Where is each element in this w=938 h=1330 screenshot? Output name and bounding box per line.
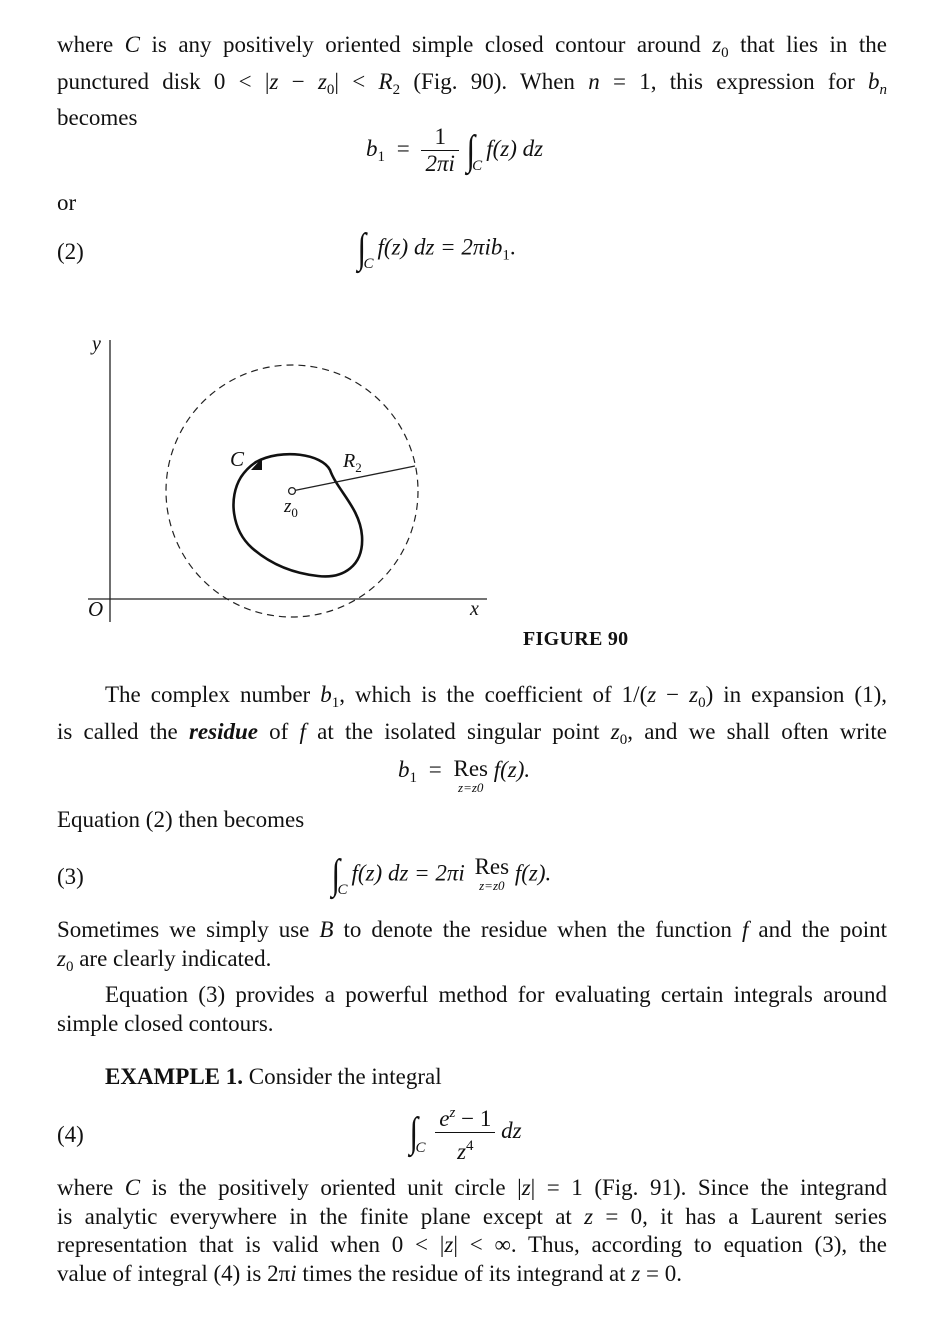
equation-3: $\int_Cf(z)$ dz = 2πi Res z=z0 f(z). (331, 852, 552, 899)
x-axis-label: x (470, 598, 479, 620)
equation-number-4: (4) (57, 1122, 84, 1147)
eq3-para-line-2: simple closed contours. (57, 1010, 274, 1036)
origin-label: O (88, 597, 104, 621)
final-paragraph (57, 1174, 887, 1288)
figure-caption: FIGURE 90 (523, 628, 629, 650)
sometimes-line-2: $z_0$ are clearly indicated. (57, 945, 272, 975)
fraction-1-over-2pi-i: $\frac{1}{2\pi i}$ (421, 124, 458, 177)
point-z0-marker (289, 488, 296, 495)
equation-2: $\int_Cf(z)$ dz = 2πib$_1$. (357, 226, 516, 273)
final-line-1: where C is the positively oriented unit circle |z| = 1 (Fig. 91). Since the integrand (57, 1175, 887, 1200)
example-1-heading: EXAMPLE 1. Consider the integral (105, 1064, 442, 1089)
y-axis-label: y (92, 333, 101, 355)
sometimes-line-1: Sometimes we simply use B to denote the residue when the function f and the point (57, 917, 888, 942)
figure-90 (0, 330, 700, 630)
equation-number-2: (2) (57, 239, 84, 264)
intro-line-2: punctured disk $0 < |z - z_0| < R_2$ (Fig. 90). When n = 1, this expression for $b_n$ (57, 68, 887, 98)
or-text: or (57, 190, 77, 215)
intro-paragraph (57, 31, 887, 133)
residue-paragraph (57, 681, 887, 754)
fraction-integrand: $\frac{e^z - 1}{z^4}$ (435, 1100, 495, 1165)
residue-line-1: The complex number $b_1$, which is the coefficient of $1/(z - z_0)$ in expansion (1), (105, 682, 887, 711)
equation-residue-def: $b_1$ = Res z=z0 f(z). (398, 756, 531, 795)
equation-2-then-text: Equation (2) then becomes (57, 807, 305, 832)
point-z0-label: $z_0$ (284, 496, 298, 520)
radius-label: $R_2$ (343, 450, 362, 475)
residue-line-2: is called the residue of f at the isolated singular point $z_0$, and we shall often write (57, 718, 887, 748)
sometimes-paragraph (57, 916, 887, 1038)
final-line-2: is analytic everywhere in the finite plane except at z = 0, it has a Laurent series (57, 1203, 887, 1229)
equation-b1: $b_1$ = $\frac{1}{2\pi i}$ $\int_Cf(z)$ dz (366, 124, 544, 176)
intro-line-3: becomes (57, 105, 138, 130)
eq3-para-line-1: Equation (3) provides a powerful method for evaluating certain integrals around (105, 982, 887, 1007)
equation-4: $\int_C$ $\frac{e^z - 1}{z^4}$ dz (408, 1100, 522, 1165)
equation-number-3: (3) (57, 864, 84, 889)
final-line-3: representation that is valid when 0 < |z| < ∞. Thus, according to equation (3), the (57, 1232, 887, 1257)
final-line-4: value of integral (4) is 2πi times the residue of its integrand at z = 0. (57, 1260, 683, 1286)
contour-label: C (230, 447, 245, 471)
intro-line-1: where C is any positively oriented simple closed contour around $z_0$ that lies in the (57, 32, 888, 61)
